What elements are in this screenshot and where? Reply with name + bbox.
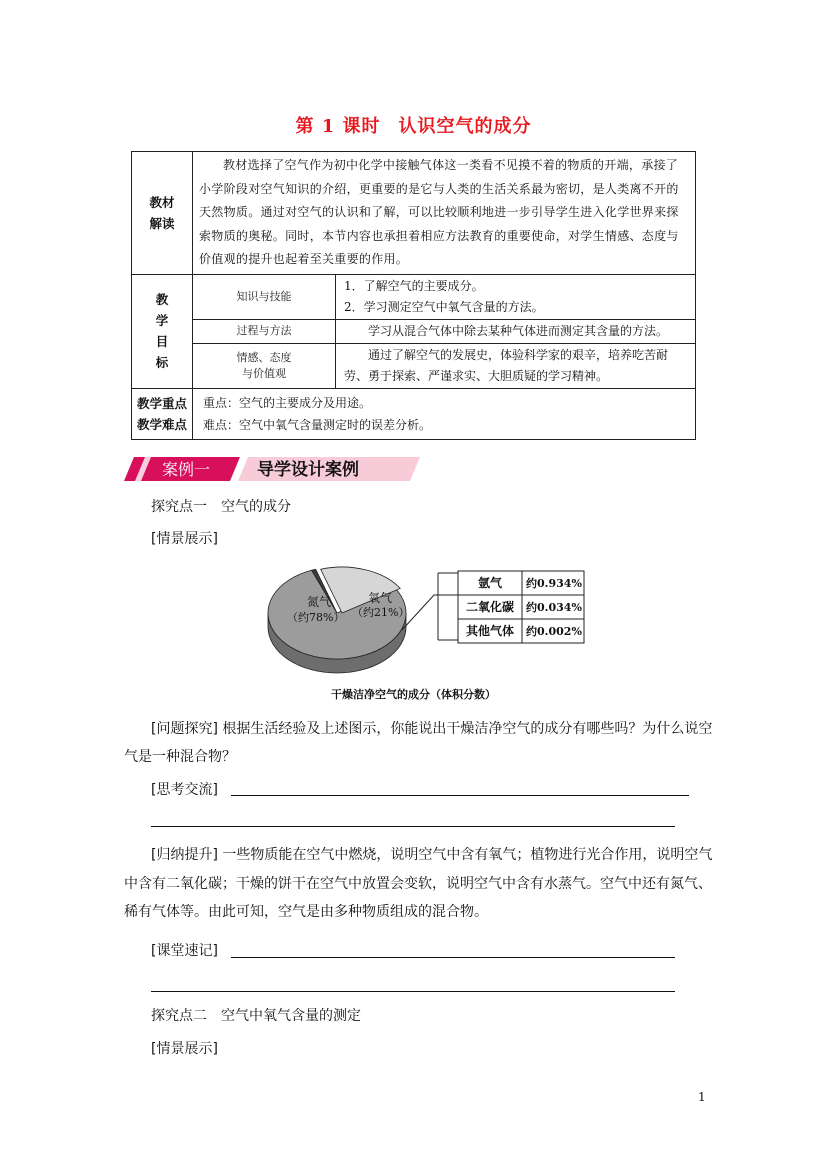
oxygen-value: （约21%） — [352, 606, 410, 619]
goal-process-row — [132, 319, 696, 343]
oxygen-name: 氧气 — [368, 591, 393, 605]
page-number: 1 — [698, 1090, 706, 1104]
page-title — [0, 112, 827, 138]
breakdown-name: 二氧化碳 — [465, 600, 515, 614]
lesson-topic: 认识空气的成分 — [398, 116, 532, 137]
discuss-label: [思考交流] — [151, 782, 218, 798]
textbook-text: 教材选择了空气作为初中化学中接触气体这一类看不见摸不着的物质的开端，承接了小学阶段对空气知识的介绍，更重要的是它与人类的生活关系最为密切，是人类离不开的天然物质。通过对空气的认识和了解，可以比较顺利地进一步引导学生进入化学世界来探索物质的奥秘。同时，本节内容也承担着相应方法教育的重要使命，对学生情感、态度与价值观的提升也起着至关重要的作用。 — [193, 152, 696, 275]
section1-scene-label: [情景展示] — [151, 531, 218, 547]
notes-label: [课堂速记] — [151, 943, 218, 959]
discuss-answer-line-2[interactable] — [151, 826, 675, 827]
case-banner — [120, 456, 420, 482]
process-text: 学习从混合气体中除去某种气体进而测定其含量的方法。 — [336, 319, 696, 343]
section2-heading: 探究点二 空气中氧气含量的测定 — [151, 1008, 361, 1024]
breakdown-value: 约0.002% — [526, 625, 582, 638]
lesson-number: 第 1 课时 — [295, 116, 381, 137]
breakdown-name: 其他气体 — [465, 624, 515, 638]
section2-scene-label: [情景展示] — [151, 1041, 218, 1057]
summary-paragraph: [归纳提升] 一些物质能在空气中燃烧，说明空气中含有氧气；植物进行光合作用，说明空气中含有二氧化碳；干燥的饼干在空气中放置会变软，说明空气中含有水蒸气。空气中还有氮气、稀有气体等。由此可知，空气是由多种物质组成的混合物。 — [124, 847, 713, 920]
knowledge-items: 1．了解空气的主要成分。 2．学习测定空气中氧气含量的方法。 — [336, 274, 696, 319]
breakdown-table — [458, 571, 584, 643]
focus-label: 教学重点 教学难点 — [132, 388, 193, 439]
nitrogen-name: 氮气 — [307, 595, 332, 609]
discuss-answer-line-1[interactable] — [231, 795, 689, 796]
breakdown-value: 约0.934% — [526, 577, 582, 590]
textbook-row — [132, 152, 696, 275]
nitrogen-value: （约78%） — [287, 611, 345, 624]
goal-emotion-row — [132, 343, 696, 388]
breakdown-value: 约0.034% — [526, 601, 582, 614]
question-paragraph: [问题探究] 根据生活经验及上述图示，你能说出干燥洁净空气的成分有哪些吗？为什么说空气是一种混合物？ — [124, 721, 713, 765]
chart-caption: 干燥洁净空气的成分（体积分数） — [331, 688, 496, 701]
goal-knowledge-row — [132, 274, 696, 319]
emotion-label: 情感、态度 与价值观 — [193, 343, 336, 388]
section1-heading: 探究点一 空气的成分 — [151, 499, 291, 515]
notes-line-2[interactable] — [151, 991, 675, 992]
focus-row — [132, 388, 696, 439]
focus-text: 重点：空气的主要成分及用途。 难点：空气中氧气含量测定时的误差分析。 — [193, 388, 696, 439]
breakdown-name: 氩气 — [477, 576, 503, 590]
goals-label: 教 学 目 标 — [132, 274, 193, 388]
knowledge-label: 知识与技能 — [193, 274, 336, 319]
lesson-info-table — [131, 151, 696, 440]
notes-line-1[interactable] — [231, 957, 675, 958]
banner-title: 导学设计案例 — [257, 460, 359, 480]
process-label: 过程与方法 — [193, 319, 336, 343]
banner-tag: 案例一 — [162, 460, 211, 479]
leader-line — [402, 595, 458, 630]
emotion-text: 通过了解空气的发展史，体验科学家的艰辛，培养吃苦耐劳、勇于探索、严谨求实、大胆质疑的学习精神。 — [336, 343, 696, 388]
textbook-label: 教材 解读 — [132, 152, 193, 275]
air-composition-pie-chart — [262, 565, 602, 680]
